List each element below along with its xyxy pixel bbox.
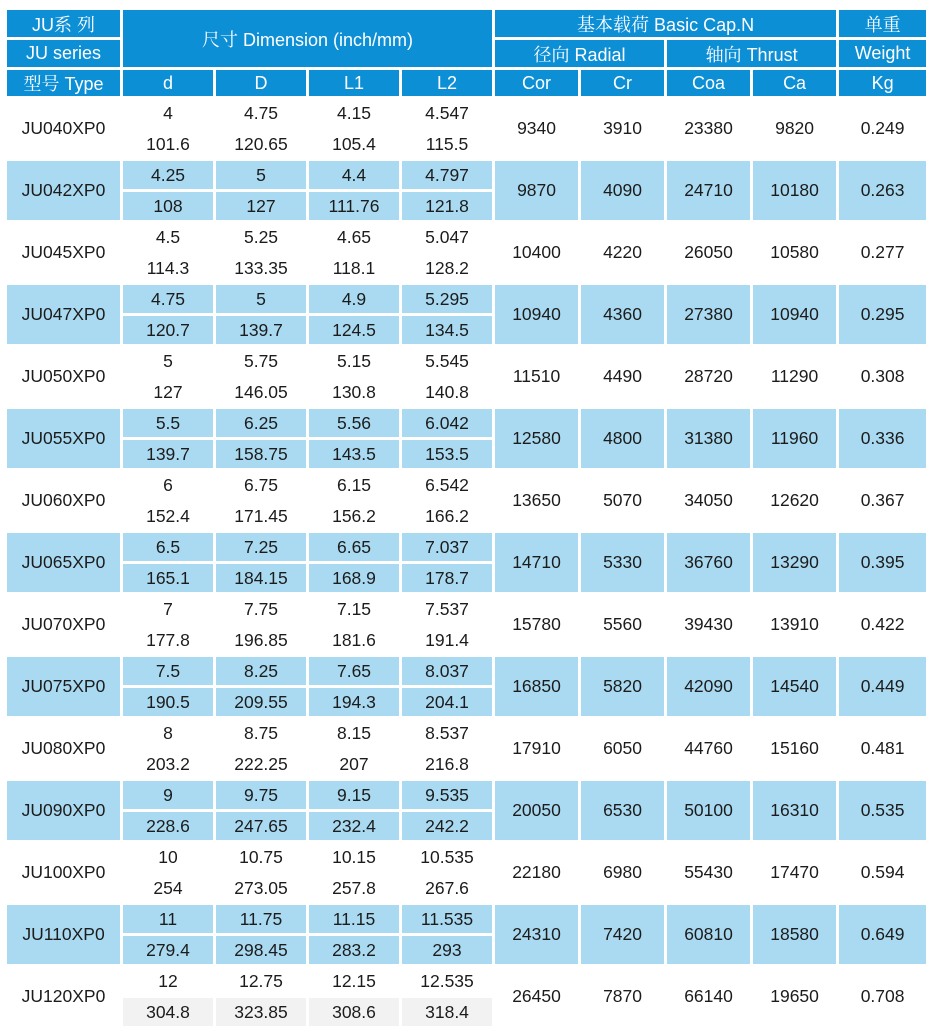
load-cell: 15780 — [494, 594, 580, 656]
table-row — [6, 718, 928, 749]
weight-cell: 0.449 — [838, 656, 928, 718]
dim-inch-cell: 12 — [122, 966, 215, 997]
table-body — [6, 98, 928, 1028]
col-header-d: d — [122, 69, 215, 98]
dim-mm-cell: 134.5 — [401, 315, 494, 346]
load-cell: 5820 — [580, 656, 666, 718]
col-header-D: D — [215, 69, 308, 98]
weight-cell: 0.263 — [838, 160, 928, 222]
table-row — [6, 842, 928, 873]
weight-cell: 0.395 — [838, 532, 928, 594]
dim-mm-cell: 133.35 — [215, 253, 308, 284]
load-cell: 16850 — [494, 656, 580, 718]
series-title-en: JU series — [6, 39, 122, 69]
load-cell: 4090 — [580, 160, 666, 222]
col-header-Cr: Cr — [580, 69, 666, 98]
dim-mm-cell: 152.4 — [122, 501, 215, 532]
dim-mm-cell: 203.2 — [122, 749, 215, 780]
load-cell: 13290 — [752, 532, 838, 594]
load-cell: 10940 — [752, 284, 838, 346]
dim-mm-cell: 177.8 — [122, 625, 215, 656]
col-header-L2: L2 — [401, 69, 494, 98]
weight-cell: 0.481 — [838, 718, 928, 780]
dim-inch-cell: 4.75 — [215, 98, 308, 129]
dim-inch-cell: 10.535 — [401, 842, 494, 873]
load-cell: 6530 — [580, 780, 666, 842]
dim-mm-cell: 111.76 — [308, 191, 401, 222]
type-cell: JU075XP0 — [6, 656, 122, 718]
dim-inch-cell: 7.15 — [308, 594, 401, 625]
type-cell: JU060XP0 — [6, 470, 122, 532]
dim-inch-cell: 4.547 — [401, 98, 494, 129]
dim-inch-cell: 9 — [122, 780, 215, 811]
dim-mm-cell: 165.1 — [122, 563, 215, 594]
dim-inch-cell: 8.75 — [215, 718, 308, 749]
load-cell: 26050 — [666, 222, 752, 284]
dim-inch-cell: 9.15 — [308, 780, 401, 811]
dim-inch-cell: 11.535 — [401, 904, 494, 935]
dim-inch-cell: 6.75 — [215, 470, 308, 501]
load-cell: 20050 — [494, 780, 580, 842]
dim-mm-cell: 209.55 — [215, 687, 308, 718]
load-cell: 10400 — [494, 222, 580, 284]
load-cell: 39430 — [666, 594, 752, 656]
dim-mm-cell: 273.05 — [215, 873, 308, 904]
dim-inch-cell: 10.75 — [215, 842, 308, 873]
dim-mm-cell: 178.7 — [401, 563, 494, 594]
col-header-L1: L1 — [308, 69, 401, 98]
dim-inch-cell: 12.535 — [401, 966, 494, 997]
load-cell: 4220 — [580, 222, 666, 284]
load-cell: 42090 — [666, 656, 752, 718]
dim-inch-cell: 12.15 — [308, 966, 401, 997]
dim-inch-cell: 6.65 — [308, 532, 401, 563]
dim-inch-cell: 4.797 — [401, 160, 494, 191]
load-cell: 9820 — [752, 98, 838, 160]
dim-mm-cell: 196.85 — [215, 625, 308, 656]
dim-mm-cell: 190.5 — [122, 687, 215, 718]
load-cell: 14540 — [752, 656, 838, 718]
dim-mm-cell: 308.6 — [308, 997, 401, 1028]
load-cell: 23380 — [666, 98, 752, 160]
dim-inch-cell: 6.042 — [401, 408, 494, 439]
dim-mm-cell: 120.65 — [215, 129, 308, 160]
dim-mm-cell: 158.75 — [215, 439, 308, 470]
dim-mm-cell: 232.4 — [308, 811, 401, 842]
table-row — [6, 346, 928, 377]
weight-cell: 0.336 — [838, 408, 928, 470]
load-cell: 3910 — [580, 98, 666, 160]
type-cell: JU040XP0 — [6, 98, 122, 160]
weight-cell: 0.308 — [838, 346, 928, 408]
dim-inch-cell: 8.15 — [308, 718, 401, 749]
dim-mm-cell: 115.5 — [401, 129, 494, 160]
dim-mm-cell: 139.7 — [215, 315, 308, 346]
dim-mm-cell: 184.15 — [215, 563, 308, 594]
dim-mm-cell: 146.05 — [215, 377, 308, 408]
dim-mm-cell: 318.4 — [401, 997, 494, 1028]
dim-mm-cell: 293 — [401, 935, 494, 966]
table-row — [6, 222, 928, 253]
dim-mm-cell: 222.25 — [215, 749, 308, 780]
dim-inch-cell: 8.25 — [215, 656, 308, 687]
load-cell: 22180 — [494, 842, 580, 904]
load-cell: 16310 — [752, 780, 838, 842]
type-cell: JU070XP0 — [6, 594, 122, 656]
dim-mm-cell: 171.45 — [215, 501, 308, 532]
dim-mm-cell: 257.8 — [308, 873, 401, 904]
dim-mm-cell: 168.9 — [308, 563, 401, 594]
weight-cell: 0.594 — [838, 842, 928, 904]
load-cell: 36760 — [666, 532, 752, 594]
weight-cell: 0.277 — [838, 222, 928, 284]
weight-cell: 0.367 — [838, 470, 928, 532]
dim-mm-cell: 139.7 — [122, 439, 215, 470]
dim-inch-cell: 4.15 — [308, 98, 401, 129]
type-cell: JU080XP0 — [6, 718, 122, 780]
load-cell: 6050 — [580, 718, 666, 780]
dim-mm-cell: 207 — [308, 749, 401, 780]
dim-mm-cell: 105.4 — [308, 129, 401, 160]
dim-mm-cell: 153.5 — [401, 439, 494, 470]
load-cell: 13650 — [494, 470, 580, 532]
weight-header-en: Weight — [838, 39, 928, 69]
load-cell: 27380 — [666, 284, 752, 346]
table-row — [6, 656, 928, 687]
load-cell: 34050 — [666, 470, 752, 532]
table-row — [6, 780, 928, 811]
dim-mm-cell: 120.7 — [122, 315, 215, 346]
load-cell: 7870 — [580, 966, 666, 1028]
dim-inch-cell: 10 — [122, 842, 215, 873]
weight-cell: 0.249 — [838, 98, 928, 160]
dim-mm-cell: 101.6 — [122, 129, 215, 160]
dim-inch-cell: 5.295 — [401, 284, 494, 315]
dim-mm-cell: 114.3 — [122, 253, 215, 284]
load-cell: 6980 — [580, 842, 666, 904]
dim-mm-cell: 127 — [215, 191, 308, 222]
weight-header-zh: 单重 — [838, 9, 928, 39]
load-cell: 17470 — [752, 842, 838, 904]
load-cell: 19650 — [752, 966, 838, 1028]
dim-mm-cell: 130.8 — [308, 377, 401, 408]
dim-inch-cell: 9.535 — [401, 780, 494, 811]
load-cell: 10940 — [494, 284, 580, 346]
weight-cell: 0.535 — [838, 780, 928, 842]
dim-inch-cell: 11 — [122, 904, 215, 935]
table-row — [6, 160, 928, 191]
dim-inch-cell: 12.75 — [215, 966, 308, 997]
load-cell: 11510 — [494, 346, 580, 408]
dim-inch-cell: 4.75 — [122, 284, 215, 315]
dim-inch-cell: 7.5 — [122, 656, 215, 687]
load-cell: 31380 — [666, 408, 752, 470]
load-cell: 18580 — [752, 904, 838, 966]
load-cell: 24310 — [494, 904, 580, 966]
dim-mm-cell: 118.1 — [308, 253, 401, 284]
dim-inch-cell: 5.047 — [401, 222, 494, 253]
dim-mm-cell: 247.65 — [215, 811, 308, 842]
radial-group-header: 径向 Radial — [494, 39, 666, 69]
load-cell: 66140 — [666, 966, 752, 1028]
series-title-zh: JU系 列 — [6, 9, 122, 39]
table-row — [6, 966, 928, 997]
type-cell: JU042XP0 — [6, 160, 122, 222]
type-cell: JU055XP0 — [6, 408, 122, 470]
bearing-spec-table — [4, 7, 929, 1029]
col-header-Cor: Cor — [494, 69, 580, 98]
dim-inch-cell: 7.037 — [401, 532, 494, 563]
col-header-Coa: Coa — [666, 69, 752, 98]
table-row — [6, 904, 928, 935]
type-cell: JU047XP0 — [6, 284, 122, 346]
dim-mm-cell: 242.2 — [401, 811, 494, 842]
dim-inch-cell: 4.9 — [308, 284, 401, 315]
load-cell: 60810 — [666, 904, 752, 966]
weight-cell: 0.649 — [838, 904, 928, 966]
dim-inch-cell: 5.15 — [308, 346, 401, 377]
load-cell: 44760 — [666, 718, 752, 780]
load-cell: 28720 — [666, 346, 752, 408]
col-header-Kg: Kg — [838, 69, 928, 98]
load-cell: 26450 — [494, 966, 580, 1028]
load-cell: 11290 — [752, 346, 838, 408]
dim-inch-cell: 7 — [122, 594, 215, 625]
dim-inch-cell: 5 — [215, 160, 308, 191]
table-row — [6, 408, 928, 439]
dim-inch-cell: 5.25 — [215, 222, 308, 253]
dim-inch-cell: 5.56 — [308, 408, 401, 439]
load-cell: 10180 — [752, 160, 838, 222]
load-cell: 5070 — [580, 470, 666, 532]
header-row-1 — [6, 9, 928, 39]
dim-inch-cell: 5.545 — [401, 346, 494, 377]
dim-inch-cell: 7.537 — [401, 594, 494, 625]
type-cell: JU050XP0 — [6, 346, 122, 408]
load-cell: 12620 — [752, 470, 838, 532]
load-cell: 55430 — [666, 842, 752, 904]
load-cell: 50100 — [666, 780, 752, 842]
dim-mm-cell: 216.8 — [401, 749, 494, 780]
dim-inch-cell: 10.15 — [308, 842, 401, 873]
dim-mm-cell: 228.6 — [122, 811, 215, 842]
col-header-Ca: Ca — [752, 69, 838, 98]
table-row — [6, 284, 928, 315]
dim-inch-cell: 5.5 — [122, 408, 215, 439]
dim-mm-cell: 254 — [122, 873, 215, 904]
thrust-group-header: 轴向 Thrust — [666, 39, 838, 69]
dim-mm-cell: 143.5 — [308, 439, 401, 470]
table-header — [6, 9, 928, 98]
dim-inch-cell: 4.25 — [122, 160, 215, 191]
dim-mm-cell: 283.2 — [308, 935, 401, 966]
dim-mm-cell: 304.8 — [122, 997, 215, 1028]
dim-mm-cell: 128.2 — [401, 253, 494, 284]
dim-inch-cell: 7.65 — [308, 656, 401, 687]
load-cell: 5560 — [580, 594, 666, 656]
dim-inch-cell: 6.25 — [215, 408, 308, 439]
dim-mm-cell: 204.1 — [401, 687, 494, 718]
dim-inch-cell: 4.65 — [308, 222, 401, 253]
type-cell: JU090XP0 — [6, 780, 122, 842]
table-row — [6, 470, 928, 501]
type-cell: JU065XP0 — [6, 532, 122, 594]
table-row — [6, 98, 928, 129]
load-cell: 10580 — [752, 222, 838, 284]
dim-mm-cell: 323.85 — [215, 997, 308, 1028]
load-cell: 4800 — [580, 408, 666, 470]
type-cell: JU120XP0 — [6, 966, 122, 1028]
dim-mm-cell: 127 — [122, 377, 215, 408]
dim-inch-cell: 5 — [215, 284, 308, 315]
load-cell: 11960 — [752, 408, 838, 470]
dim-inch-cell: 11.15 — [308, 904, 401, 935]
weight-cell: 0.422 — [838, 594, 928, 656]
dimension-group-header: 尺寸 Dimension (inch/mm) — [122, 9, 494, 69]
dim-mm-cell: 140.8 — [401, 377, 494, 408]
load-cell: 5330 — [580, 532, 666, 594]
load-cell: 7420 — [580, 904, 666, 966]
dim-inch-cell: 4 — [122, 98, 215, 129]
basic-cap-group-header: 基本载荷 Basic Cap.N — [494, 9, 838, 39]
load-cell: 4490 — [580, 346, 666, 408]
dim-inch-cell: 6.542 — [401, 470, 494, 501]
dim-inch-cell: 7.75 — [215, 594, 308, 625]
load-cell: 9870 — [494, 160, 580, 222]
dim-mm-cell: 191.4 — [401, 625, 494, 656]
type-column-header: 型号 Type — [6, 69, 122, 98]
dim-mm-cell: 181.6 — [308, 625, 401, 656]
load-cell: 24710 — [666, 160, 752, 222]
load-cell: 9340 — [494, 98, 580, 160]
load-cell: 17910 — [494, 718, 580, 780]
load-cell: 4360 — [580, 284, 666, 346]
load-cell: 15160 — [752, 718, 838, 780]
dim-mm-cell: 298.45 — [215, 935, 308, 966]
dim-mm-cell: 194.3 — [308, 687, 401, 718]
dim-mm-cell: 156.2 — [308, 501, 401, 532]
dim-inch-cell: 9.75 — [215, 780, 308, 811]
dim-inch-cell: 6.15 — [308, 470, 401, 501]
dim-inch-cell: 8.037 — [401, 656, 494, 687]
dim-mm-cell: 267.6 — [401, 873, 494, 904]
dim-inch-cell: 8.537 — [401, 718, 494, 749]
dim-inch-cell: 4.5 — [122, 222, 215, 253]
header-row-3 — [6, 69, 928, 98]
dim-inch-cell: 7.25 — [215, 532, 308, 563]
type-cell: JU100XP0 — [6, 842, 122, 904]
dim-mm-cell: 121.8 — [401, 191, 494, 222]
dim-inch-cell: 6.5 — [122, 532, 215, 563]
dim-inch-cell: 5.75 — [215, 346, 308, 377]
load-cell: 12580 — [494, 408, 580, 470]
dim-inch-cell: 11.75 — [215, 904, 308, 935]
dim-inch-cell: 8 — [122, 718, 215, 749]
table-row — [6, 532, 928, 563]
dim-inch-cell: 5 — [122, 346, 215, 377]
dim-mm-cell: 279.4 — [122, 935, 215, 966]
load-cell: 14710 — [494, 532, 580, 594]
weight-cell: 0.708 — [838, 966, 928, 1028]
table-row — [6, 594, 928, 625]
dim-inch-cell: 4.4 — [308, 160, 401, 191]
dim-mm-cell: 108 — [122, 191, 215, 222]
type-cell: JU045XP0 — [6, 222, 122, 284]
dim-mm-cell: 124.5 — [308, 315, 401, 346]
type-cell: JU110XP0 — [6, 904, 122, 966]
load-cell: 13910 — [752, 594, 838, 656]
weight-cell: 0.295 — [838, 284, 928, 346]
dim-inch-cell: 6 — [122, 470, 215, 501]
dim-mm-cell: 166.2 — [401, 501, 494, 532]
